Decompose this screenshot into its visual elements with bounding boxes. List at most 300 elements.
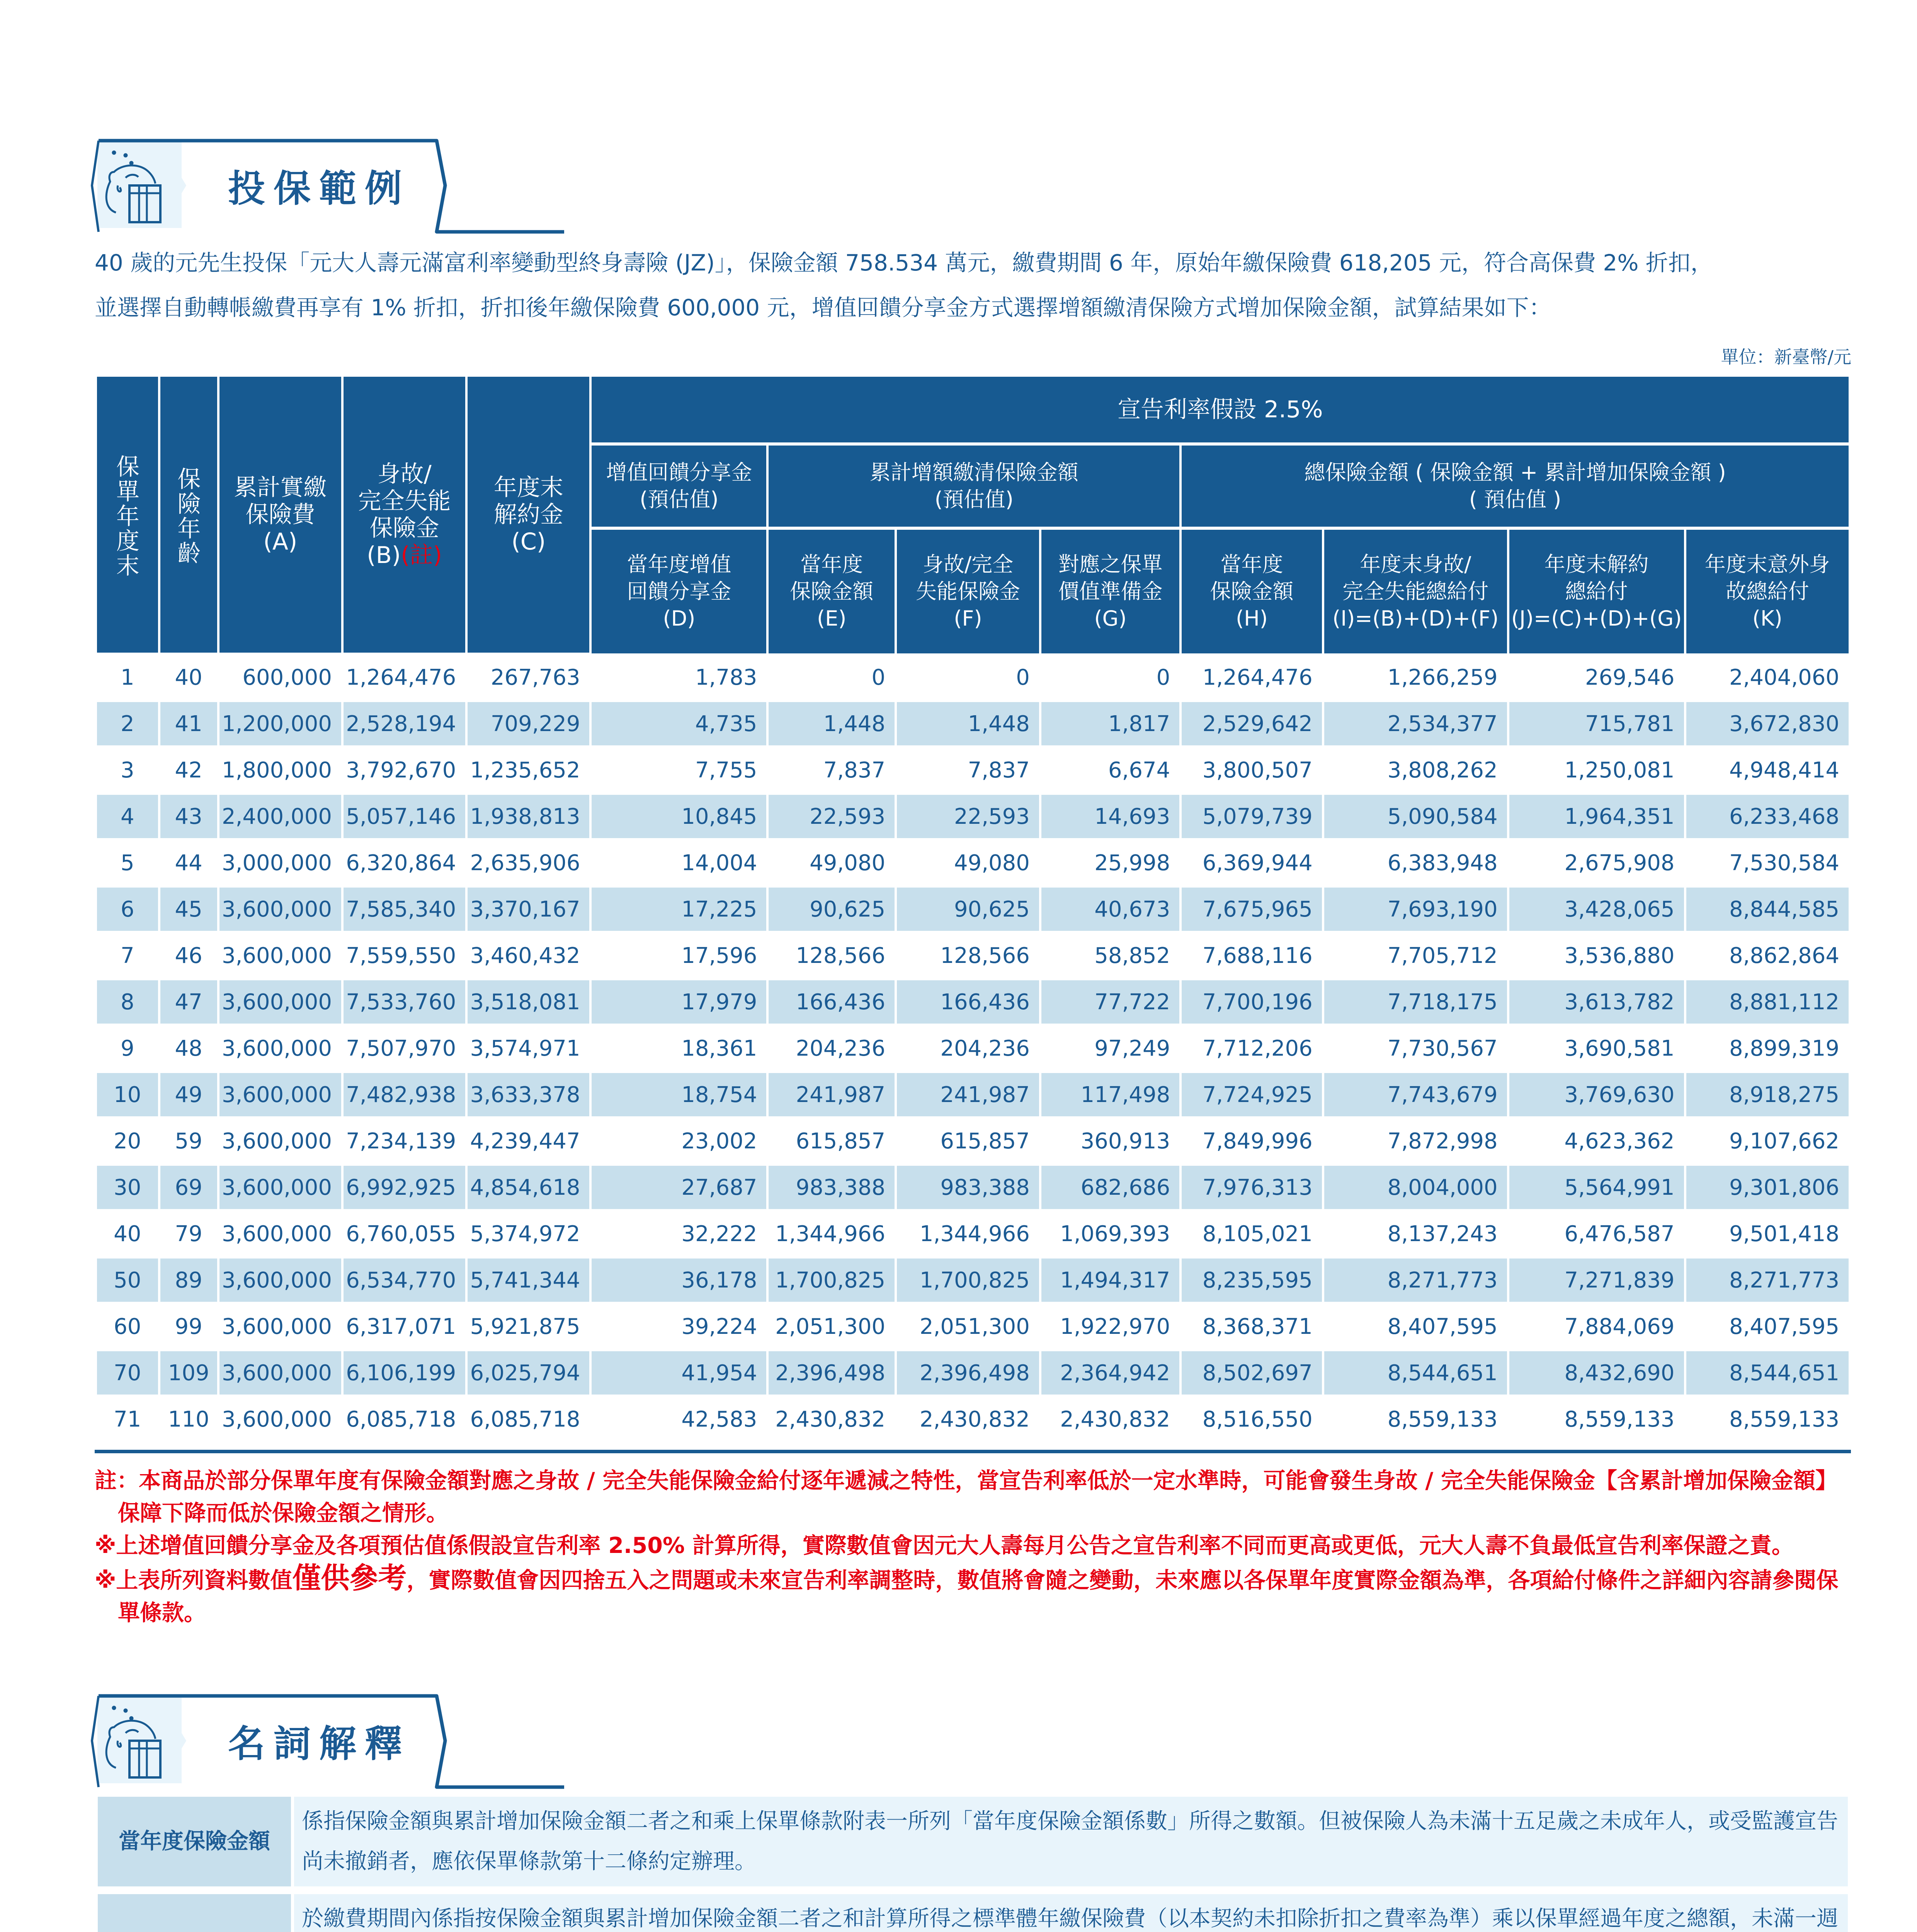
- header-text: (J)=(C)+(D)+(G): [1511, 606, 1682, 631]
- table-cell: 5,374,972: [468, 1212, 589, 1259]
- table-cell: 2,051,300: [897, 1305, 1039, 1351]
- table-cell: 1,069,393: [1041, 1212, 1179, 1259]
- header-text: 年度末意外身: [1704, 552, 1830, 577]
- table-row: [97, 841, 1849, 888]
- table-cell: 45: [160, 888, 217, 934]
- table-cell: 1,264,476: [1182, 656, 1322, 702]
- table-cell: 8,407,595: [1686, 1305, 1849, 1351]
- table-cell: 18,361: [592, 1027, 766, 1073]
- section-header-example: [89, 135, 607, 236]
- table-cell: 90,625: [897, 888, 1039, 934]
- table-cell: 40,673: [1041, 888, 1179, 934]
- illustration-table: [95, 377, 1851, 1444]
- table-cell: 3,600,000: [219, 1259, 341, 1305]
- header-text: 當年度: [1220, 552, 1283, 577]
- table-row: [97, 1212, 1849, 1259]
- table-cell: 6,476,587: [1509, 1212, 1684, 1259]
- note-1: 註：本商品於部分保單年度有保險金額對應之身故 / 完全失能保險金給付逐年遞減之特性，當宣告利率低於一定水準時，可能會發生身故 / 完全失能保險金【含累計增加保險金額】保障下降而低於保險金額之情形。: [95, 1468, 1838, 1526]
- header-text: 對應之保單: [1058, 552, 1163, 577]
- table-cell: 42: [160, 748, 217, 795]
- table-cell: 7,724,925: [1182, 1073, 1322, 1119]
- table-row: [97, 1305, 1849, 1351]
- table-row: [97, 656, 1849, 702]
- header-col-g: [1041, 530, 1179, 656]
- table-cell: 40: [97, 1212, 158, 1259]
- header-text: 當年度增值: [627, 552, 731, 577]
- table-cell: 117,498: [1041, 1073, 1179, 1119]
- table-cell: 3,800,507: [1182, 748, 1322, 795]
- table-cell: 17,979: [592, 980, 766, 1027]
- table-cell: 6,233,468: [1686, 795, 1849, 841]
- table-cell: 30: [97, 1166, 158, 1212]
- table-cell: 20: [97, 1119, 158, 1166]
- table-cell: 7,755: [592, 748, 766, 795]
- table-cell: 17,225: [592, 888, 766, 934]
- table-cell: 269,546: [1509, 656, 1684, 702]
- table-cell: 0: [1041, 656, 1179, 702]
- table-row: [97, 1027, 1849, 1073]
- table-cell: 8,137,243: [1324, 1212, 1507, 1259]
- section-header-glossary: [89, 1690, 607, 1791]
- table-cell: 1,448: [769, 702, 895, 748]
- header-text: (F): [954, 606, 982, 631]
- table-cell: 8,899,319: [1686, 1027, 1849, 1073]
- table-cell: 241,987: [769, 1073, 895, 1119]
- header-text: (D): [663, 606, 696, 631]
- table-cell: 1: [97, 656, 158, 702]
- table-cell: 7,533,760: [344, 980, 465, 1027]
- table-cell: 42,583: [592, 1398, 766, 1444]
- table-row: [97, 1119, 1849, 1166]
- table-cell: 8,502,697: [1182, 1351, 1322, 1398]
- table-row: [97, 1351, 1849, 1398]
- note-2: ※上述增值回饋分享金及各項預估值係假設宣告利率 2.50% 計算所得，實際數值會因元大人壽每月公告之宣告利率不同而更高或更低，元大人壽不負最低宣告利率保證之責。: [95, 1533, 1794, 1558]
- table-cell: 8,559,133: [1324, 1398, 1507, 1444]
- header-text: 年度末解約: [1544, 552, 1649, 577]
- header-col-i: [1324, 530, 1507, 656]
- table-cell: 6,085,718: [468, 1398, 589, 1444]
- table-cell: 90,625: [769, 888, 895, 934]
- header-rate-assumption: 宣告利率假設 2.5%: [592, 377, 1849, 446]
- table-row: [97, 748, 1849, 795]
- table-cell: 109: [160, 1351, 217, 1398]
- glossary-row: [98, 1894, 1848, 1932]
- header-text: 失能保險金: [916, 579, 1021, 604]
- table-cell: 70: [97, 1351, 158, 1398]
- table-cell: 360,913: [1041, 1119, 1179, 1166]
- header-text: 身故/完全: [922, 552, 1014, 577]
- header-text: 解約金: [493, 501, 563, 528]
- table-cell: 6,317,071: [344, 1305, 465, 1351]
- table-cell: 1,700,825: [897, 1259, 1039, 1305]
- table-cell: 39,224: [592, 1305, 766, 1351]
- table-cell: 7,976,313: [1182, 1166, 1322, 1212]
- table-cell: 204,236: [769, 1027, 895, 1073]
- table-cell: 983,388: [897, 1166, 1039, 1212]
- table-cell: 8,544,651: [1686, 1351, 1849, 1398]
- table-cell: 47: [160, 980, 217, 1027]
- table-cell: 0: [897, 656, 1039, 702]
- table-cell: 8,544,651: [1324, 1351, 1507, 1398]
- table-cell: 7,482,938: [344, 1073, 465, 1119]
- table-cell: 8,918,275: [1686, 1073, 1849, 1119]
- table-cell: 241,987: [897, 1073, 1039, 1119]
- table-cell: 8,271,773: [1686, 1259, 1849, 1305]
- table-cell: 5,079,739: [1182, 795, 1322, 841]
- table-cell: 7,849,996: [1182, 1119, 1322, 1166]
- table-cell: 8,407,595: [1324, 1305, 1507, 1351]
- table-cell: 58,852: [1041, 934, 1179, 980]
- table-cell: 128,566: [769, 934, 895, 980]
- table-cell: 8,559,133: [1509, 1398, 1684, 1444]
- table-cell: 4,948,414: [1686, 748, 1849, 795]
- table-cell: 49: [160, 1073, 217, 1119]
- table-cell: 77,722: [1041, 980, 1179, 1027]
- table-cell: 3,370,167: [468, 888, 589, 934]
- table-cell: 41,954: [592, 1351, 766, 1398]
- table-cell: 1,964,351: [1509, 795, 1684, 841]
- header-policy-year: 保單年度末: [97, 377, 158, 656]
- table-row: [97, 702, 1849, 748]
- header-text: (A): [263, 528, 298, 555]
- header-text: 保險金額: [1210, 579, 1294, 604]
- table-cell: 2,404,060: [1686, 656, 1849, 702]
- table-cell: 7,693,190: [1324, 888, 1507, 934]
- table-cell: 2,529,642: [1182, 702, 1322, 748]
- table-cell: 23,002: [592, 1119, 766, 1166]
- table-cell: 6,674: [1041, 748, 1179, 795]
- section-title: 投保範例: [228, 167, 410, 210]
- table-cell: 8,559,133: [1686, 1398, 1849, 1444]
- table-cell: 2,051,300: [769, 1305, 895, 1351]
- table-cell: 9: [97, 1027, 158, 1073]
- header-text: (預估值): [934, 487, 1014, 512]
- table-body: [97, 656, 1849, 1444]
- table-cell: 10: [97, 1073, 158, 1119]
- header-text: 累計增額繳清保險金額: [869, 460, 1078, 485]
- table-cell: 8,432,690: [1509, 1351, 1684, 1398]
- table-cell: 18,754: [592, 1073, 766, 1119]
- header-col-f: [897, 530, 1039, 656]
- table-cell: 1,264,476: [344, 656, 465, 702]
- header-group-hk: [1182, 446, 1849, 530]
- table-cell: 5,057,146: [344, 795, 465, 841]
- note-3-post: ，實際數值會因四捨五入之問題或未來宣告利率調整時，數值將會隨之變動，未來應以各保單年度實際金額為準，各項給付條件之詳細內容請參閱保單條款。: [118, 1568, 1839, 1626]
- header-text: 總給付: [1565, 579, 1628, 604]
- table-cell: 5: [97, 841, 158, 888]
- header-text: 年度末: [493, 474, 563, 501]
- table-cell: 4,854,618: [468, 1166, 589, 1212]
- table-cell: 9,501,418: [1686, 1212, 1849, 1259]
- table-cell: 1,700,825: [769, 1259, 895, 1305]
- table-cell: 6,320,864: [344, 841, 465, 888]
- header-death-benefit: [344, 377, 465, 656]
- table-cell: 1,938,813: [468, 795, 589, 841]
- table-cell: 22,593: [769, 795, 895, 841]
- table-cell: 5,921,875: [468, 1305, 589, 1351]
- table-cell: 6: [97, 888, 158, 934]
- header-group-d: [592, 446, 766, 530]
- header-text: 保險金: [369, 515, 439, 542]
- header-text: 當年度: [800, 552, 863, 577]
- table-cell: 3,808,262: [1324, 748, 1507, 795]
- table-cell: 5,090,584: [1324, 795, 1507, 841]
- table-cell: 1,344,966: [769, 1212, 895, 1259]
- header-text: 完全失能: [358, 488, 451, 515]
- table-cell: 7,507,970: [344, 1027, 465, 1073]
- glossary-term: 當年度保險金額: [98, 1797, 291, 1886]
- table-cell: 2,430,832: [897, 1398, 1039, 1444]
- table-cell: 709,229: [468, 702, 589, 748]
- table-row: [97, 1259, 1849, 1305]
- header-col-k: [1686, 530, 1849, 656]
- header-text: 增值回饋分享金: [606, 460, 752, 485]
- table-cell: 71: [97, 1398, 158, 1444]
- table-cell: 8,516,550: [1182, 1398, 1322, 1444]
- table-cell: 7,705,712: [1324, 934, 1507, 980]
- table-cell: 3,600,000: [219, 1212, 341, 1259]
- header-text: (E): [817, 606, 847, 631]
- table-cell: 3,633,378: [468, 1073, 589, 1119]
- table-cell: 49,080: [769, 841, 895, 888]
- header-text: 年度末身故/: [1360, 552, 1471, 577]
- glossary-row: [98, 1797, 1848, 1886]
- header-text: (I)=(B)+(D)+(F): [1332, 606, 1499, 631]
- table-cell: 7,718,175: [1324, 980, 1507, 1027]
- table-row: [97, 1398, 1849, 1444]
- table-cell: 7,559,550: [344, 934, 465, 980]
- table-cell: 7,271,839: [1509, 1259, 1684, 1305]
- table-cell: 6,534,770: [344, 1259, 465, 1305]
- table-cell: 59: [160, 1119, 217, 1166]
- table-cell: 5,741,344: [468, 1259, 589, 1305]
- table-cell: 6,760,055: [344, 1212, 465, 1259]
- table-cell: 1,344,966: [897, 1212, 1039, 1259]
- table-cell: 7,675,965: [1182, 888, 1322, 934]
- table-cell: 8,105,021: [1182, 1212, 1322, 1259]
- intro-line-2: 並選擇自動轉帳繳費再享有 1% 折扣，折扣後年繳保險費 600,000 元，增值回饋分享金方式選擇增額繳清保險方式增加保險金額，試算結果如下：: [95, 294, 1551, 321]
- table-cell: 3,600,000: [219, 980, 341, 1027]
- table-cell: 89: [160, 1259, 217, 1305]
- table-cell: 4,735: [592, 702, 766, 748]
- note-3-emphasis: 僅供參考: [292, 1561, 407, 1595]
- glossary-desc: 於繳費期間內係指按保險金額與累計增加保險金額二者之和計算所得之標準體年繳保險費（以本契約未扣除折扣之費率為準）乘以保單經過年度之總額，未滿一週: [294, 1894, 1848, 1932]
- header-text: (K): [1752, 606, 1783, 631]
- table-cell: 7,688,116: [1182, 934, 1322, 980]
- table-cell: 8,271,773: [1324, 1259, 1507, 1305]
- section-title: 名詞解釋: [228, 1722, 410, 1765]
- header-text: (H): [1236, 606, 1268, 631]
- table-cell: 8,368,371: [1182, 1305, 1322, 1351]
- table-cell: 3,460,432: [468, 934, 589, 980]
- table-cell: 3,600,000: [219, 1027, 341, 1073]
- table-cell: 1,922,970: [1041, 1305, 1179, 1351]
- table-cell: 615,857: [769, 1119, 895, 1166]
- note-3-pre: ※上表所列資料數值: [95, 1568, 293, 1593]
- table-cell: 7,234,139: [344, 1119, 465, 1166]
- header-col-h: [1182, 530, 1322, 656]
- table-cell: 8,235,595: [1182, 1259, 1322, 1305]
- table-cell: 2,528,194: [344, 702, 465, 748]
- table-cell: 4,623,362: [1509, 1119, 1684, 1166]
- table-cell: 46: [160, 934, 217, 980]
- header-text: 身故/: [377, 461, 432, 488]
- table-cell: 7: [97, 934, 158, 980]
- table-cell: 2,364,942: [1041, 1351, 1179, 1398]
- table-cell: 4,239,447: [468, 1119, 589, 1166]
- table-cell: 7,730,567: [1324, 1027, 1507, 1073]
- table-cell: 6,992,925: [344, 1166, 465, 1212]
- table-row: [97, 888, 1849, 934]
- table-cell: 3,600,000: [219, 1398, 341, 1444]
- table-cell: 3,600,000: [219, 888, 341, 934]
- note-link[interactable]: (註): [401, 542, 442, 569]
- table-cell: 166,436: [897, 980, 1039, 1027]
- table-cell: 267,763: [468, 656, 589, 702]
- table-cell: 17,596: [592, 934, 766, 980]
- table-cell: 79: [160, 1212, 217, 1259]
- table-cell: 14,004: [592, 841, 766, 888]
- table-cell: 36,178: [592, 1259, 766, 1305]
- glossary-desc: 係指保險金額與累計增加保險金額二者之和乘上保單條款附表一所列「當年度保險金額係數」所得之數額。但被保險人為未滿十五足歲之未成年人，或受監護宣告尚未撤銷者，應依保單條款第十二條約定辦理。: [294, 1797, 1848, 1886]
- table-cell: 8,862,864: [1686, 934, 1849, 980]
- table-cell: 0: [769, 656, 895, 702]
- header-col-j: [1509, 530, 1684, 656]
- table-cell: 3,600,000: [219, 1073, 341, 1119]
- table-cell: 10,845: [592, 795, 766, 841]
- table-cell: 2,430,832: [1041, 1398, 1179, 1444]
- table-cell: 2,675,908: [1509, 841, 1684, 888]
- table-cell: 48: [160, 1027, 217, 1073]
- header-text: 故總給付: [1725, 579, 1809, 604]
- table-cell: 204,236: [897, 1027, 1039, 1073]
- table-cell: 715,781: [1509, 702, 1684, 748]
- table-cell: 6,383,948: [1324, 841, 1507, 888]
- table-cell: 1,800,000: [219, 748, 341, 795]
- note-3: [95, 1562, 1857, 1629]
- table-cell: 3,613,782: [1509, 980, 1684, 1027]
- table-cell: 2,396,498: [769, 1351, 895, 1398]
- header-group-efg: [769, 446, 1179, 530]
- table-cell: 600,000: [219, 656, 341, 702]
- table-cell: 41: [160, 702, 217, 748]
- table-row: [97, 1073, 1849, 1119]
- table-cell: 60: [97, 1305, 158, 1351]
- glossary-term: [98, 1894, 291, 1932]
- header-age: 保險年齡: [160, 377, 217, 656]
- table-cell: 1,494,317: [1041, 1259, 1179, 1305]
- table-cell: 6,106,199: [344, 1351, 465, 1398]
- table-cell: 2,396,498: [897, 1351, 1039, 1398]
- table-cell: 69: [160, 1166, 217, 1212]
- table-cell: 7,700,196: [1182, 980, 1322, 1027]
- table-cell: 7,530,584: [1686, 841, 1849, 888]
- table-cell: 3,536,880: [1509, 934, 1684, 980]
- notes: [95, 1464, 1857, 1629]
- table-cell: 682,686: [1041, 1166, 1179, 1212]
- header-text: (C): [511, 528, 546, 555]
- table-cell: 40: [160, 656, 217, 702]
- table-cell: 3,672,830: [1686, 702, 1849, 748]
- table-cell: 43: [160, 795, 217, 841]
- table-cell: 14,693: [1041, 795, 1179, 841]
- header-text: 累計實繳: [234, 474, 327, 501]
- header-text: ( 預估值 ): [1469, 487, 1561, 512]
- table-cell: 6,085,718: [344, 1398, 465, 1444]
- table-cell: 3,518,081: [468, 980, 589, 1027]
- table-cell: 27,687: [592, 1166, 766, 1212]
- table-cell: 3,600,000: [219, 934, 341, 980]
- table-row: [97, 980, 1849, 1027]
- table-cell: 3,000,000: [219, 841, 341, 888]
- table-cell: 3,574,971: [468, 1027, 589, 1073]
- table-cell: 110: [160, 1398, 217, 1444]
- table-cell: 7,837: [897, 748, 1039, 795]
- table-cell: 128,566: [897, 934, 1039, 980]
- table-cell: 3,769,630: [1509, 1073, 1684, 1119]
- header-text: 完全失能總給付: [1342, 579, 1489, 604]
- table-cell: 3,600,000: [219, 1119, 341, 1166]
- table-cell: 7,837: [769, 748, 895, 795]
- header-cum-premium: [219, 377, 341, 656]
- table-cell: 166,436: [769, 980, 895, 1027]
- table-cell: 3,428,065: [1509, 888, 1684, 934]
- table-cell: 983,388: [769, 1166, 895, 1212]
- table-row: [97, 795, 1849, 841]
- table-row: [97, 1166, 1849, 1212]
- table-cell: 7,884,069: [1509, 1305, 1684, 1351]
- table-cell: 2,430,832: [769, 1398, 895, 1444]
- table-cell: 7,872,998: [1324, 1119, 1507, 1166]
- header-text: 回饋分享金: [627, 579, 731, 604]
- table-cell: 615,857: [897, 1119, 1039, 1166]
- table-cell: 3,600,000: [219, 1166, 341, 1212]
- table-cell: 1,448: [897, 702, 1039, 748]
- table-cell: 3,792,670: [344, 748, 465, 795]
- table-cell: 49,080: [897, 841, 1039, 888]
- table-cell: 6,369,944: [1182, 841, 1322, 888]
- table-cell: 5,564,991: [1509, 1166, 1684, 1212]
- unit-label: 單位：新臺幣/元: [1721, 347, 1851, 367]
- header-col-e: [769, 530, 895, 656]
- table-cell: 4: [97, 795, 158, 841]
- table-cell: 1,817: [1041, 702, 1179, 748]
- header-text: 保險費: [245, 501, 315, 528]
- table-cell: 1,250,081: [1509, 748, 1684, 795]
- header-text: (B): [367, 542, 401, 569]
- table-row: [97, 934, 1849, 980]
- header-text: (G): [1094, 606, 1127, 631]
- table-cell: 2,635,906: [468, 841, 589, 888]
- header-text: 保險金額: [790, 579, 874, 604]
- table-cell: 3,600,000: [219, 1351, 341, 1398]
- table-cell: 1,235,652: [468, 748, 589, 795]
- table-cell: 1,783: [592, 656, 766, 702]
- table-cell: 9,301,806: [1686, 1166, 1849, 1212]
- table-cell: 1,266,259: [1324, 656, 1507, 702]
- table-cell: 8,881,112: [1686, 980, 1849, 1027]
- table-cell: 25,998: [1041, 841, 1179, 888]
- table-cell: 8: [97, 980, 158, 1027]
- table-bottom-rule: [95, 1450, 1851, 1453]
- table-cell: 7,743,679: [1324, 1073, 1507, 1119]
- table-cell: 99: [160, 1305, 217, 1351]
- table-cell: 3,600,000: [219, 1305, 341, 1351]
- glossary-table: [95, 1789, 1851, 1932]
- table-cell: 32,222: [592, 1212, 766, 1259]
- table-cell: 3: [97, 748, 158, 795]
- table-cell: 97,249: [1041, 1027, 1179, 1073]
